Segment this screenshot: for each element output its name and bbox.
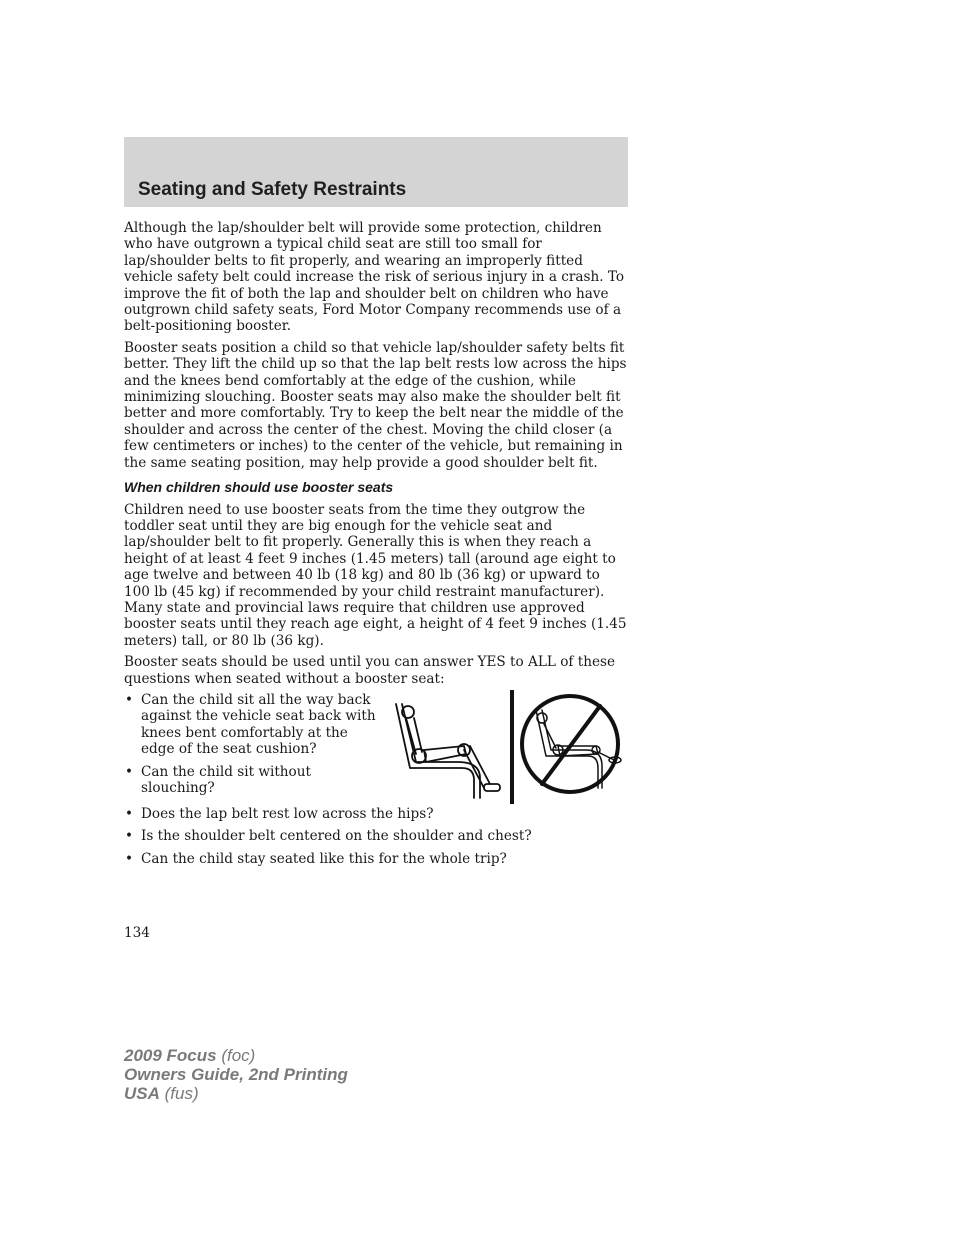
list-item [124,806,630,822]
footer-line-model [124,1046,348,1065]
footer-model-code: (foc) [221,1046,256,1065]
figure-bullets [124,692,376,806]
list-item-text: Can the child stay seated like this for the whole trip? [141,850,507,867]
footer-guide-edition: Owners Guide, 2nd Printing [124,1065,348,1084]
subheading-when-to-use: When children should use booster seats [124,479,394,496]
footer-line-region [124,1084,348,1103]
document-footer [124,1046,348,1103]
figure-row [124,692,630,806]
bullet-dot: • [125,691,134,708]
bullet-dot: • [125,805,134,822]
main-content [124,220,630,873]
section-header-band [124,137,628,207]
bullet-dot: • [125,763,134,780]
footer-model: 2009 Focus [124,1046,217,1065]
list-item [124,764,376,797]
seating-posture-figure [388,688,628,806]
correct-seating-icon [396,704,500,798]
footer-region-code: (fus) [164,1084,199,1103]
incorrect-slouching-prohibited-icon [522,696,621,792]
paragraph-intro: Although the lap/shoulder belt will provide some protection, children who have outgrown a typical child seat are still too small for lap/shoulder belts to fit properly, and wearing an improperly fitted vehicle safety belt could increase the risk of serious injury in a crash. To improve the fit of both the lap and shoulder belt on children who have outgrown child safety seats, Ford Motor Company recommends use of a belt-positioning booster. [124,220,625,335]
list-item-text: Can the child sit without slouching? [141,763,311,796]
list-item [124,692,376,758]
footer-region: USA [124,1084,160,1103]
list-item-text: Can the child sit all the way back against the vehicle seat back with knees bent comfortably at the edge of the seat cushion? [141,691,376,758]
list-item-text: Does the lap belt rest low across the hips? [141,805,434,822]
bullet-dot: • [125,850,134,867]
list-item [124,828,630,844]
bullet-list-questions [124,806,630,867]
paragraph-booster-function: Booster seats position a child so that vehicle lap/shoulder safety belts fit better. They lift the child up so that the lap belt rests low across the hips and the knees bend comfortably at the edge of the cushion, while minimizing slouching. Booster seats may also make the shoulder belt fit better and more comfortably. Try to keep the belt near the middle of the shoulder and across the center of the chest. Moving the child closer (a few centimeters or inches) to the center of the vehicle, but remaining in the same seating position, may help provide a good shoulder belt fit. [124,339,627,471]
list-item-text: Is the shoulder belt centered on the shoulder and chest? [141,828,532,845]
bullet-dot: • [125,828,134,845]
page-number: 134 [124,925,150,941]
list-item [124,851,630,867]
section-title: Seating and Safety Restraints [138,179,407,200]
paragraph-age-height: Children need to use booster seats from the time they outgrow the toddler seat until they are big enough for the vehicle seat and lap/shoulder belt to fit properly. Generally this is when they reach a height of at least 4 feet 9 inches (1.45 meters) tall (around age eight to age twelve and between 40 lb (18 kg) and 80 lb (36 kg) or upward to 100 lb (45 kg) if recommended by your child restraint manufacturer). Many state and provincial laws require that children use approved booster seats until they reach age eight, a height of 4 feet 9 inches (1.45 meters) tall, or 80 lb (36 kg). [124,501,627,649]
bullet-list-figure [124,692,376,796]
paragraph-questions-intro: Booster seats should be used until you can answer YES to ALL of these questions when seated without a booster seat: [124,654,616,687]
